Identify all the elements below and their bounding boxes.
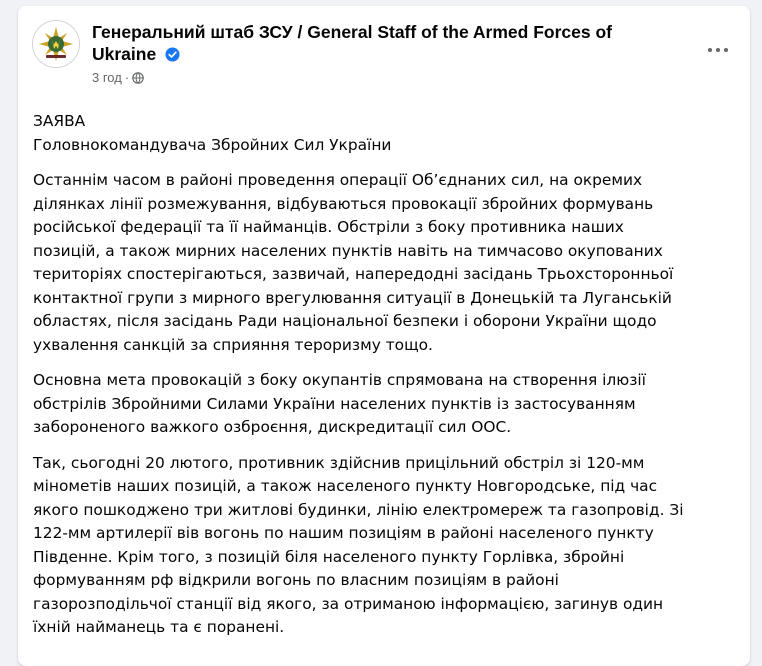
post-meta (92, 70, 144, 86)
heading-title: ЗАЯВА (33, 112, 86, 130)
armed-forces-emblem-icon (33, 21, 79, 67)
post-paragraph-3 (33, 452, 733, 640)
text-line: обстрілів Збройними Силами України населених пунктів із застосуванням (33, 394, 636, 413)
page-avatar[interactable] (32, 20, 80, 68)
verified-badge-icon (165, 45, 180, 60)
more-options-button[interactable] (700, 32, 736, 68)
post-heading (33, 110, 733, 157)
text-line: їхній найманець та є поранені. (33, 618, 285, 636)
post-paragraph-1 (33, 169, 733, 357)
text-line: Основна мета провокацій з боку окупантів спрямована на створення ілюзії (33, 371, 646, 389)
post-header (18, 6, 750, 96)
text-line: областях, після засідань Ради національної безпеки і оборони України щодо (33, 312, 657, 330)
more-options-dot (724, 48, 728, 52)
text-line: формуванням рф відкрили вогонь по власним позиціям в районі (33, 571, 559, 589)
text-line: Так, сьогодні 20 лютого, противник здійснив прицільний обстріл зі 120-мм (33, 453, 645, 472)
text-line: забороненого важкого озброєння, дискредитації сил ООС. (33, 418, 512, 436)
post-paragraph-2 (33, 369, 733, 440)
page-name-line1: Генеральний штаб ЗСУ / General Staff of the Armed Forces of (92, 22, 612, 42)
text-line: якого пошкоджено три житлові будинки, лінію електромереж та газопровід. Зі (33, 500, 684, 519)
more-options-icon (708, 48, 712, 52)
more-options-dot (716, 48, 720, 52)
text-line: 122-мм артилерії вів вогонь по нашим позиціям в районі населеного пункту (33, 524, 654, 542)
text-line: Останнім часом в районі проведення операції Об’єднаних сил, на окремих (33, 171, 643, 189)
text-line: російської федерації та її найманців. Обстріли з боку противника наших (33, 218, 624, 236)
meta-separator: · (124, 70, 130, 85)
page-name-line2: Ukraine (92, 44, 157, 64)
text-line: територіях спостерігаються, зазвичай, напередодні засідань Трьохсторонньої (33, 265, 674, 283)
text-line: контактної групи з мирного врегулювання ситуації в Донецькій та Луганській (33, 288, 672, 307)
post-card (18, 6, 750, 666)
post-timestamp[interactable]: 3 год (92, 70, 122, 85)
text-line: Південне. Крім того, з позицій біля населеного пункту Горлівка, збройні (33, 547, 625, 566)
text-line: ухвалення санкцій за сприяння тероризму тощо. (33, 335, 433, 354)
page-name (92, 21, 652, 65)
text-line: позицій, а також мирних населених пунктів навіть на тимчасово окупованих (33, 241, 663, 260)
text-line: мінометів наших позицій, а також населеного пункту Новгородське, під час (33, 477, 658, 495)
heading-subtitle: Головнокомандувача Збройних Сил України (33, 135, 392, 154)
globe-icon (132, 72, 144, 84)
text-line: газорозподільчої станції від якого, за отриманою інформацією, загинув один (33, 594, 664, 613)
text-line: ділянках лінії розмежування, відбуваються провокації збройних формувань (33, 194, 654, 213)
post-body (33, 110, 733, 652)
